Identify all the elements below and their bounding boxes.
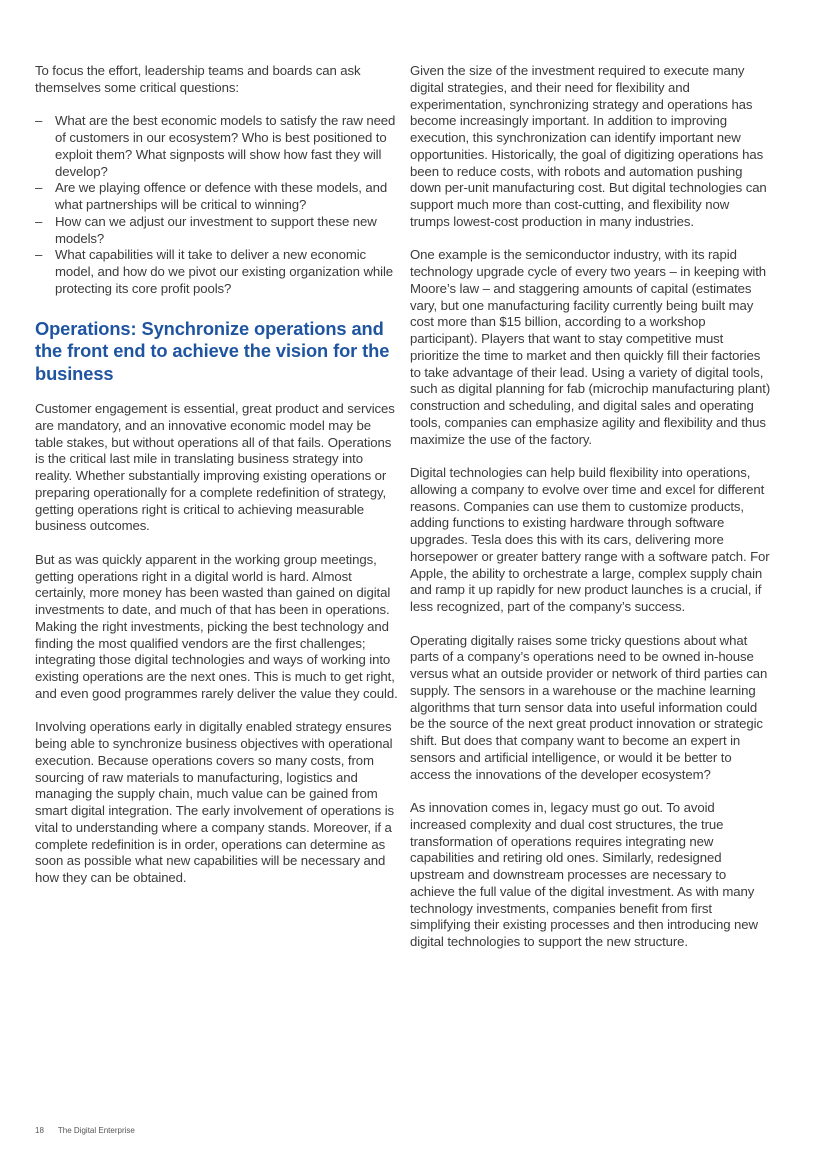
dash-bullet: – [35,180,43,196]
body-paragraph: Given the size of the investment required to execute many digital strategies, and their need for flexibility and experimentation, synchronizing strategy and operations has become increasingly important. In addition to improving execution, this synchronization can identify important new opportunities. Historically, the goal of digitizing operations has been to reduce costs, with robots and automation pushing down per-unit manufacturing cost. But digital technologies can support much more than cost-cutting, and flexibility now trumps lowest-cost production in many industries. [410,63,767,229]
list-item: – What are the best economic models to satisfy the raw need of customers in our ecosystem? Who is best positioned to exploit them? What signposts will show how fast they will develop? [35,113,396,179]
dash-bullet: – [35,213,43,229]
list-item: – Are we playing offence or defence with these models, and what partnerships will be critical to winning? [35,180,388,212]
list-item: – What capabilities will it take to deliver a new economic model, and how do we pivot our existing organization while protecting its core profit pools? [35,247,394,296]
list-item: – How can we adjust our investment to support these new models? [35,213,377,246]
body-paragraph: Customer engagement is essential, great product and services are mandatory, and an innovative economic model may be table stakes, but without operations all of that fails. Operations is the critical last mile in translating business strategy into reality. Whether substantially improving existing operations or preparing operationally for a complete redefinition of strategy, getting operations right is critical to achieving measurable business outcomes. [35,401,395,534]
dash-bullet: – [35,247,43,263]
body-paragraph: Digital technologies can help build flexibility into operations, allowing a company to evolve over time and excel for different reasons. Companies can use them to customize products, adding functions to existing hardware through software upgrades. Tesla does this with its cars, delivering more horsepower or greater battery range with a software patch. For Apple, the ability to orchestrate a large, complex supply chain and ramp it up rapidly for new product launches is a crucial, if less recognized, part of the company’s success. [410,465,770,614]
body-paragraph: Operating digitally raises some tricky questions about what parts of a company’s operations need to be owned in-house versus what an outside provider or network of third parties can supply. The sensors in a warehouse or the machine learning algorithms that turn sensor data into useful information could be the source of the next great product innovation or strategic shift. But does that company want to become an expert in sensors and artificial intelligence, or would it be better to access the innovations of the developer ecosystem? [410,632,768,782]
page-footer [35,1126,135,1135]
body-paragraph: Involving operations early in digitally enabled strategy ensures being able to synchronize business objectives with operational execution. Because operations covers so many costs, from sourcing of raw materials to manufacturing, logistics and managing the supply chain, much value can be gained from smart digital integration. The early involvement of operations is vital to understanding where a company stands. Moreover, if a complete redefinition is in order, operations can determine as soon as possible what new capabilities will be necessary and how they can be obtained. [35,719,395,885]
dash-bullet: – [35,113,43,129]
page-number: 18 [35,1126,44,1135]
section-heading: Operations: Synchronize operations and the front end to achieve the vision for the business [35,317,390,384]
body-paragraph: But as was quickly apparent in the working group meetings, getting operations right in a digital world is hard. Almost certainly, more money has been wasted than gained on digital investments to date, and much of that has been in operations. Making the right investments, picking the best technology and finding the most qualified vendors are the first challenges; integrating those digital technologies and ways of working into existing operations are the next ones. This is much to get right, and even good programmes rarely deliver the value they could. [35,551,398,701]
right-column [410,63,772,951]
body-paragraph: One example is the semiconductor industry, with its rapid technology upgrade cycle of every two years – in keeping with Moore’s law – and staggering amounts of capital (estimates vary, but one manufacturing facility currently being built may cost more than $15 billion, according to a workshop participant). Players that want to stay competitive must prioritize the time to market and then quickly fill their factories to take advantage of their lead. Using a variety of digital tools, such as digital planning for fab (microchip manufacturing plant) construction and scheduling, and digital sales and operating tools, companies can emphasize agility and flexibility and thus maximize the use of the factory. [410,247,771,447]
left-column [35,63,398,887]
publication-title: The Digital Enterprise [57,1126,135,1135]
intro-paragraph: To focus the effort, leadership teams and boards can ask themselves some critical questions: [35,63,361,95]
body-paragraph: As innovation comes in, legacy must go out. To avoid increased complexity and dual cost structures, the true transformation of operations requires integrating new capabilities and retiring old ones. Similarly, redesigned upstream and downstream processes are necessary to achieve the full value of the digital investment. As with many technology investments, companies benefit from first simplifying their existing processes and then introducing new digital technologies to support the new structure. [410,800,758,949]
critical-questions-list [35,113,398,297]
